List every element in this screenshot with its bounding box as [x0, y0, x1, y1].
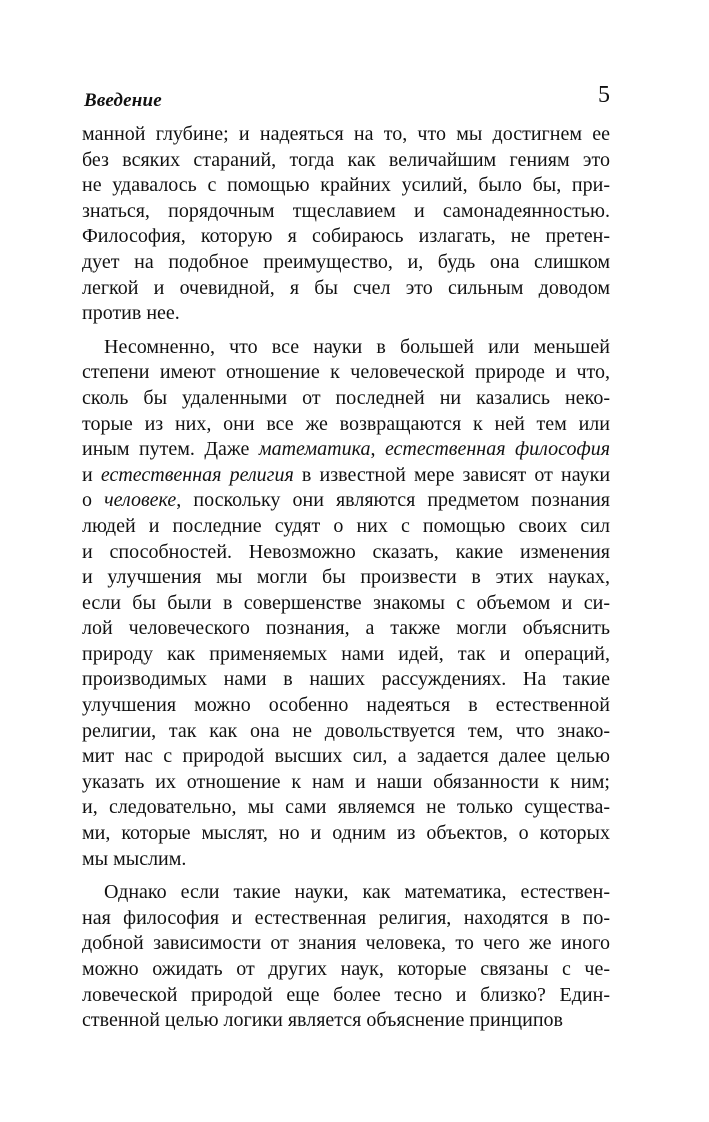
text-line — [82, 463, 610, 489]
text-line — [82, 591, 610, 617]
paragraph — [82, 335, 610, 872]
italic-term: естественная религия — [100, 463, 294, 486]
text-run: , — [370, 438, 385, 461]
paragraph-gap — [82, 327, 610, 335]
text-line — [82, 906, 610, 932]
text-run: и — [82, 463, 101, 486]
italic-term: естественная философия — [384, 438, 611, 461]
paragraph — [82, 122, 610, 327]
page-number: 5 — [598, 82, 610, 108]
text-run: Философия, которую я собираюсь излагать, не претен- — [82, 225, 610, 248]
text-line — [82, 386, 610, 412]
text-run: и способностей. Невозможно сказать, какие изменения — [82, 540, 610, 563]
text-line — [82, 276, 610, 302]
text-run: ственной целью логики является объяснение принципов — [82, 1009, 563, 1032]
text-run: и улучшения мы могли бы произвести в этих науках, — [82, 566, 610, 589]
text-line — [82, 250, 610, 276]
text-run: ми, которые мыслят, но и одним из объектов, о которых — [82, 822, 610, 845]
text-line — [82, 488, 610, 514]
text-run: иным путем. Даже — [82, 438, 259, 461]
italic-term: человеке — [104, 489, 177, 512]
text-line — [82, 565, 610, 591]
text-run: сколь бы удаленными от последней ни казались неко- — [82, 386, 610, 409]
text-run: о — [82, 489, 105, 512]
text-line — [82, 199, 610, 225]
text-line — [82, 795, 610, 821]
text-line — [82, 744, 610, 770]
text-line — [82, 412, 610, 438]
text-run: , поскольку они являются предметом познания — [176, 489, 611, 512]
section-title: Введение — [84, 90, 162, 111]
text-line — [82, 693, 610, 719]
paragraph-gap — [82, 872, 610, 880]
text-line — [82, 173, 610, 199]
text-run: не удавалось с помощью крайних усилий, было бы, при- — [82, 174, 610, 197]
text-line — [82, 540, 610, 566]
text-run: манной глубине; и надеяться на то, что мы достигнем ее — [82, 123, 610, 145]
text-line — [82, 957, 610, 983]
running-head — [82, 82, 610, 122]
text-run: без всяких стараний, тогда как величайшим гениям это — [82, 148, 610, 171]
text-run: указать их отношение к нам и наши обязанности к ним; — [82, 770, 610, 793]
text-line — [82, 770, 610, 796]
text-run: лой человеческого познания, а также могли объяснить — [82, 617, 610, 640]
text-line — [82, 514, 610, 540]
text-run: Однако если такие науки, как математика, естествен- — [104, 881, 610, 904]
text-run: улучшения можно особенно надеяться в естественной — [82, 694, 610, 717]
text-run: людей и последние судят о них с помощью своих сил — [82, 514, 610, 537]
text-run: и, следовательно, мы сами являемся не только существа- — [82, 796, 610, 819]
text-line — [82, 301, 610, 327]
text-line — [82, 1008, 610, 1034]
text-run: торые из них, они все же возвращаются к ней тем или — [82, 412, 610, 435]
paragraph — [82, 880, 610, 1034]
text-line — [82, 880, 610, 906]
text-run: если бы были в совершенстве знакомы с объемом и си- — [82, 591, 610, 614]
text-line — [82, 148, 610, 174]
text-run: мит нас с природой высших сил, а задается далее целью — [82, 745, 610, 768]
text-run: природу как применяемых нами идей, так и операций, — [82, 642, 610, 665]
text-run: религии, так как она не довольствуется тем, что знако- — [82, 719, 610, 742]
text-run: ная философия и естественная религия, находятся в по- — [82, 906, 610, 929]
text-line — [82, 847, 610, 873]
italic-term: математика — [258, 438, 371, 461]
text-line — [82, 983, 610, 1009]
text-run: степени имеют отношение к человеческой природе и что, — [82, 361, 610, 384]
text-run: против нее. — [82, 302, 180, 325]
text-line — [82, 616, 610, 642]
text-line — [82, 719, 610, 745]
text-line — [82, 821, 610, 847]
text-line — [82, 667, 610, 693]
text-line — [82, 437, 610, 463]
text-run: мы мыслим. — [82, 847, 187, 870]
text-run: производимых нами в наших рассуждениях. На такие — [82, 668, 610, 691]
text-run: дует на подобное преимущество, и, будь она слишком — [82, 250, 610, 273]
body-text — [82, 122, 610, 1034]
text-run: Несомненно, что все науки в большей или меньшей — [104, 335, 610, 358]
text-run: в известной мере зависят от науки — [293, 463, 611, 486]
text-line — [82, 360, 610, 386]
text-line — [82, 122, 610, 148]
text-line — [82, 335, 610, 361]
text-run: легкой и очевидной, я бы счел это сильным доводом — [82, 276, 610, 299]
text-line — [82, 931, 610, 957]
book-page — [82, 82, 610, 1082]
text-line — [82, 224, 610, 250]
text-run: можно ожидать от других наук, которые связаны с че- — [82, 958, 610, 980]
text-run: знаться, порядочным тщеславием и самонадеянностью. — [82, 199, 610, 222]
text-run: добной зависимости от знания человека, то чего же иного — [82, 932, 610, 955]
text-run: ловеческой природой еще более тесно и близко? Един- — [82, 983, 610, 1006]
text-line — [82, 642, 610, 668]
